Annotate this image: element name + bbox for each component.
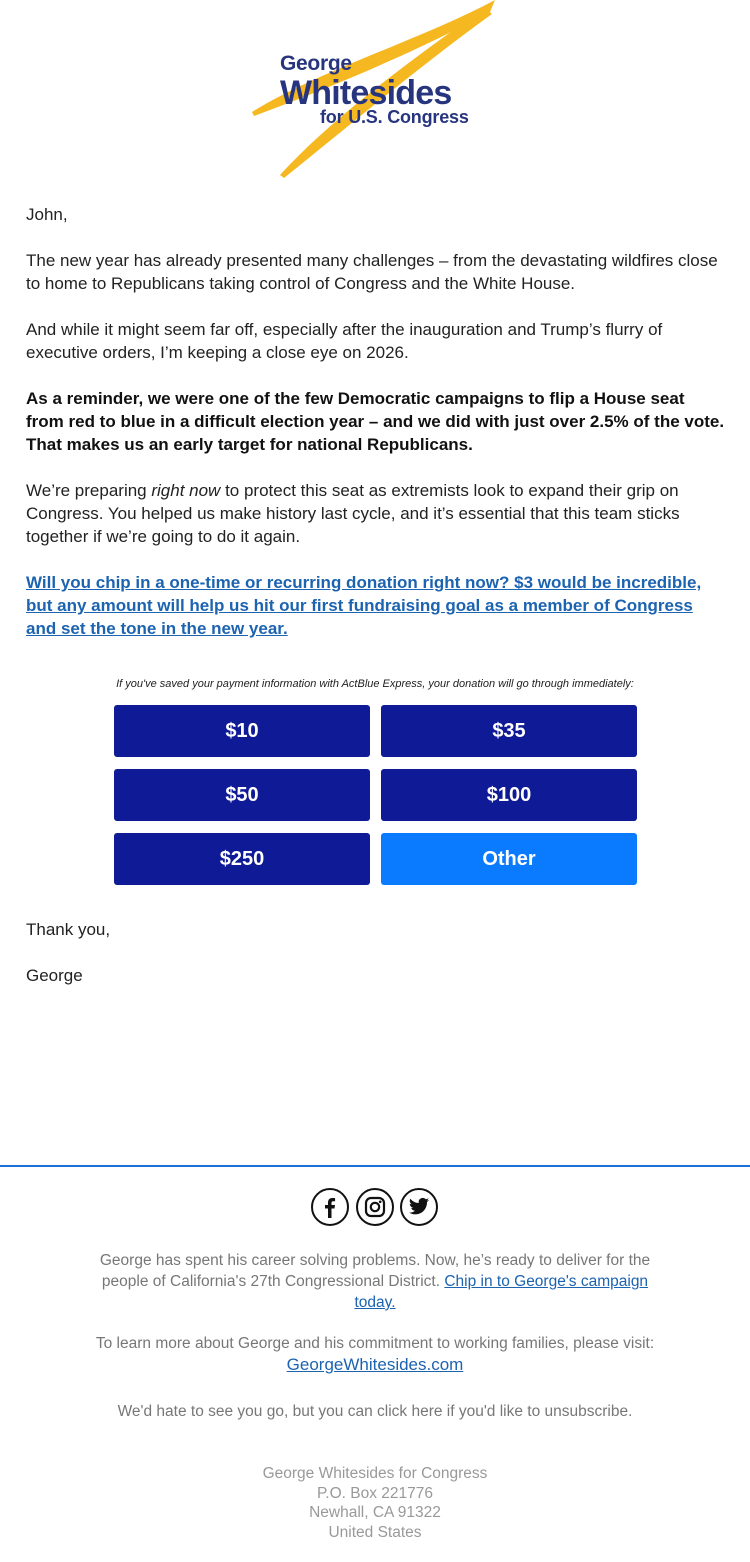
paragraph-reminder: As a reminder, we were one of the few Democratic campaigns to flip a House seat from red to blue in a difficult election year – and we did with just over 2.5% of the vote. That makes us an early target for national Republicans.	[26, 389, 725, 454]
address-line: George Whitesides for Congress	[262, 1465, 488, 1482]
greeting: John,	[26, 205, 68, 224]
website-link[interactable]: GeorgeWhitesides.com	[286, 1355, 464, 1374]
emphasis-right-now: right now	[151, 481, 221, 500]
closing-thanks: Thank you,	[26, 920, 111, 939]
chip-in-link[interactable]: Chip in to George's campaign today.	[354, 1273, 649, 1311]
email-body	[26, 203, 726, 663]
donation-ask-link[interactable]: Will you chip in a one-time or recurring donation right now? $3 would be incredible, but any amount will help us hit our first fundraising goal as a member of Congress and set the tone in the new year.	[26, 573, 702, 638]
donate-35-button[interactable]: $35	[381, 705, 637, 757]
address-line: United States	[328, 1523, 422, 1541]
signature-name: George	[26, 966, 83, 985]
donate-250-button[interactable]: $250	[114, 833, 370, 885]
paragraph-challenges: The new year has already presented many challenges – from the devastating wildfires close to home to Republicans taking control of Congress and the White House.	[26, 251, 718, 293]
logo-tagline: for U.S. Congress	[320, 107, 469, 127]
footer-learn-more: To learn more about George and his commitment to working families, please visit: GeorgeWhitesides.com	[95, 1335, 655, 1374]
footer-blurb: George has spent his career solving problems. Now, he’s ready to deliver for the people of California's 27th Congressional District. Chip in to George's campaign today.	[99, 1252, 651, 1311]
campaign-logo	[0, 0, 750, 185]
twitter-icon[interactable]	[400, 1188, 438, 1226]
facebook-icon[interactable]	[311, 1188, 349, 1226]
address-line: Newhall, CA 91322	[309, 1504, 441, 1521]
donation-ask-paragraph	[26, 571, 726, 640]
instagram-icon[interactable]	[356, 1188, 394, 1226]
logo-last-name: Whitesides	[280, 74, 452, 112]
address-line: P.O. Box 221776	[316, 1484, 434, 1502]
paragraph-2026: And while it might seem far off, especially after the inauguration and Trump’s flurry of executive orders, I’m keeping a close eye on 2026.	[26, 320, 663, 362]
footer-divider	[0, 1165, 750, 1167]
actblue-express-note: If you've saved your payment information with ActBlue Express, your donation will go through immediately:	[116, 678, 634, 690]
donate-50-button[interactable]: $50	[114, 769, 370, 821]
mailing-address	[0, 1464, 750, 1542]
donate-other-button[interactable]: Other	[381, 833, 637, 885]
unsubscribe-text[interactable]: We'd hate to see you go, but you can click here if you'd like to unsubscribe.	[117, 1403, 633, 1420]
logo-first-name: George	[280, 52, 352, 75]
donate-100-button[interactable]: $100	[381, 769, 637, 821]
donate-10-button[interactable]: $10	[114, 705, 370, 757]
paragraph-preparing: We’re preparing right now to protect this seat as extremists look to expand their grip on Congress. You helped us make history last cycle, and it’s essential that this team sticks together if we’re going to do it again.	[26, 481, 680, 546]
